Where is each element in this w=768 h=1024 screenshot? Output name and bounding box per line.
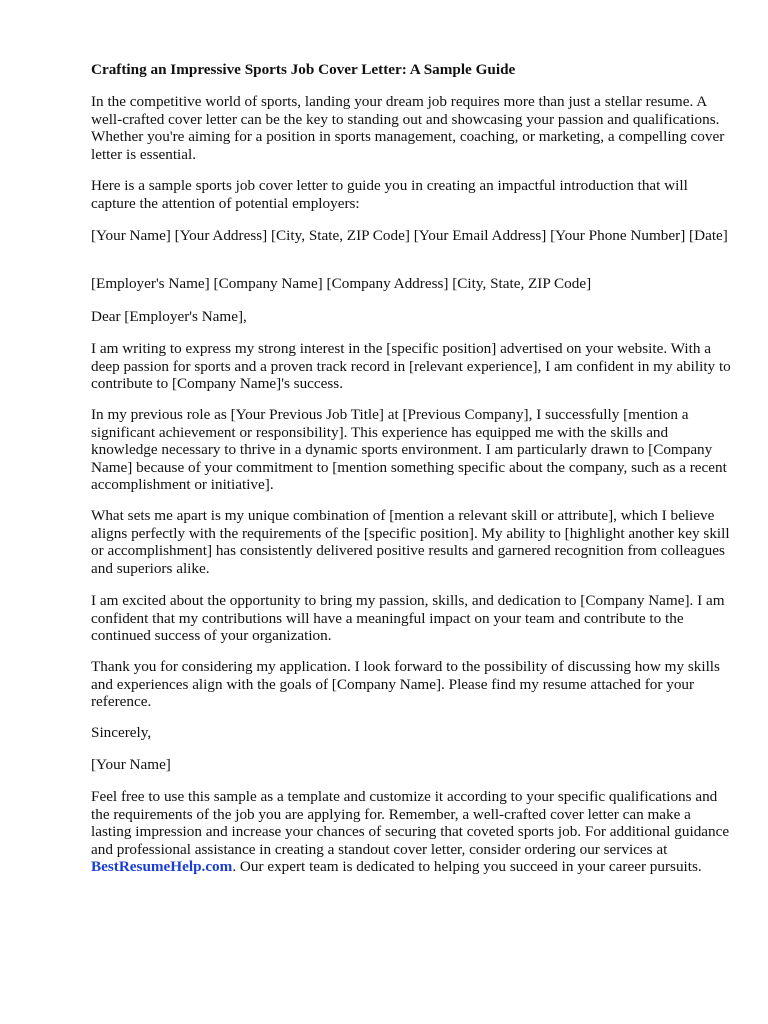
letter-body-paragraph-5: Thank you for considering my application. I look forward to the possibility of discussing how my skills and experiences align with the goals of [Company Name]. Please find my resume attached for your reference.: [91, 658, 720, 711]
letter-body-paragraph-4: I am excited about the opportunity to bring my passion, skills, and dedication to [Company Name]. I am confident that my contributions will have a meaningful impact on your team and contribute to the continued success of your organization.: [91, 592, 725, 645]
salutation: Dear [Employer's Name],: [91, 308, 247, 325]
sender-address-block: [Your Name] [Your Address] [City, State, ZIP Code] [Your Email Address] [Your Phone Number] [Date]: [91, 227, 728, 244]
employer-address-block: [Employer's Name] [Company Name] [Company Address] [City, State, ZIP Code]: [91, 275, 592, 292]
signature: [Your Name]: [91, 756, 171, 773]
best-resume-help-link[interactable]: BestResumeHelp.com: [91, 858, 233, 876]
outro-paragraph: [91, 788, 731, 876]
letter-body-paragraph-2: In my previous role as [Your Previous Job Title] at [Previous Company], I successfully [mention a significant achievement or responsibility]. This experience has equipped me with the skills and knowledge necessary to thrive in a dynamic sports environment. I am particularly drawn to [Company Name] because of your commitment to [mention something specific about the company, such as a recent accomplishment or initiative].: [91, 406, 727, 494]
intro-paragraph: In the competitive world of sports, landing your dream job requires more than just a stellar resume. A well-crafted cover letter can be the key to standing out and showcasing your passion and qualifications. Whether you're aiming for a position in sports management, coaching, or marketing, a compelling cover letter is essential.: [91, 93, 725, 163]
outro-text-after-link: . Our expert team is dedicated to helping you succeed in your career pursuits.: [232, 858, 702, 876]
letter-body-paragraph-3: What sets me apart is my unique combination of [mention a relevant skill or attribute], which I believe aligns perfectly with the requirements of the [specific position]. My ability to [highlight another key skill or accomplishment] has consistently delivered positive results and garnered recognition from colleagues and superiors alike.: [91, 507, 730, 577]
closing: Sincerely,: [91, 724, 152, 741]
page-title: Crafting an Impressive Sports Job Cover Letter: A Sample Guide: [91, 61, 516, 78]
letter-body-paragraph-1: I am writing to express my strong interest in the [specific position] advertised on your website. With a deep passion for sports and a proven track record in [relevant experience], I am confident in my ability to contribute to [Company Name]'s success.: [91, 340, 731, 393]
outro-text-before-link: Feel free to use this sample as a template and customize it according to your specific qualifications and the requirements of the job you are applying for. Remember, a well-crafted cover letter can make a lasting impression and increase your chances of securing that coveted sports job. For additional guidance and professional assistance in creating a standout cover letter, consider ordering our services at: [91, 788, 730, 858]
lead-in-paragraph: Here is a sample sports job cover letter to guide you in creating an impactful introduction that will capture the attention of potential employers:: [91, 177, 688, 212]
